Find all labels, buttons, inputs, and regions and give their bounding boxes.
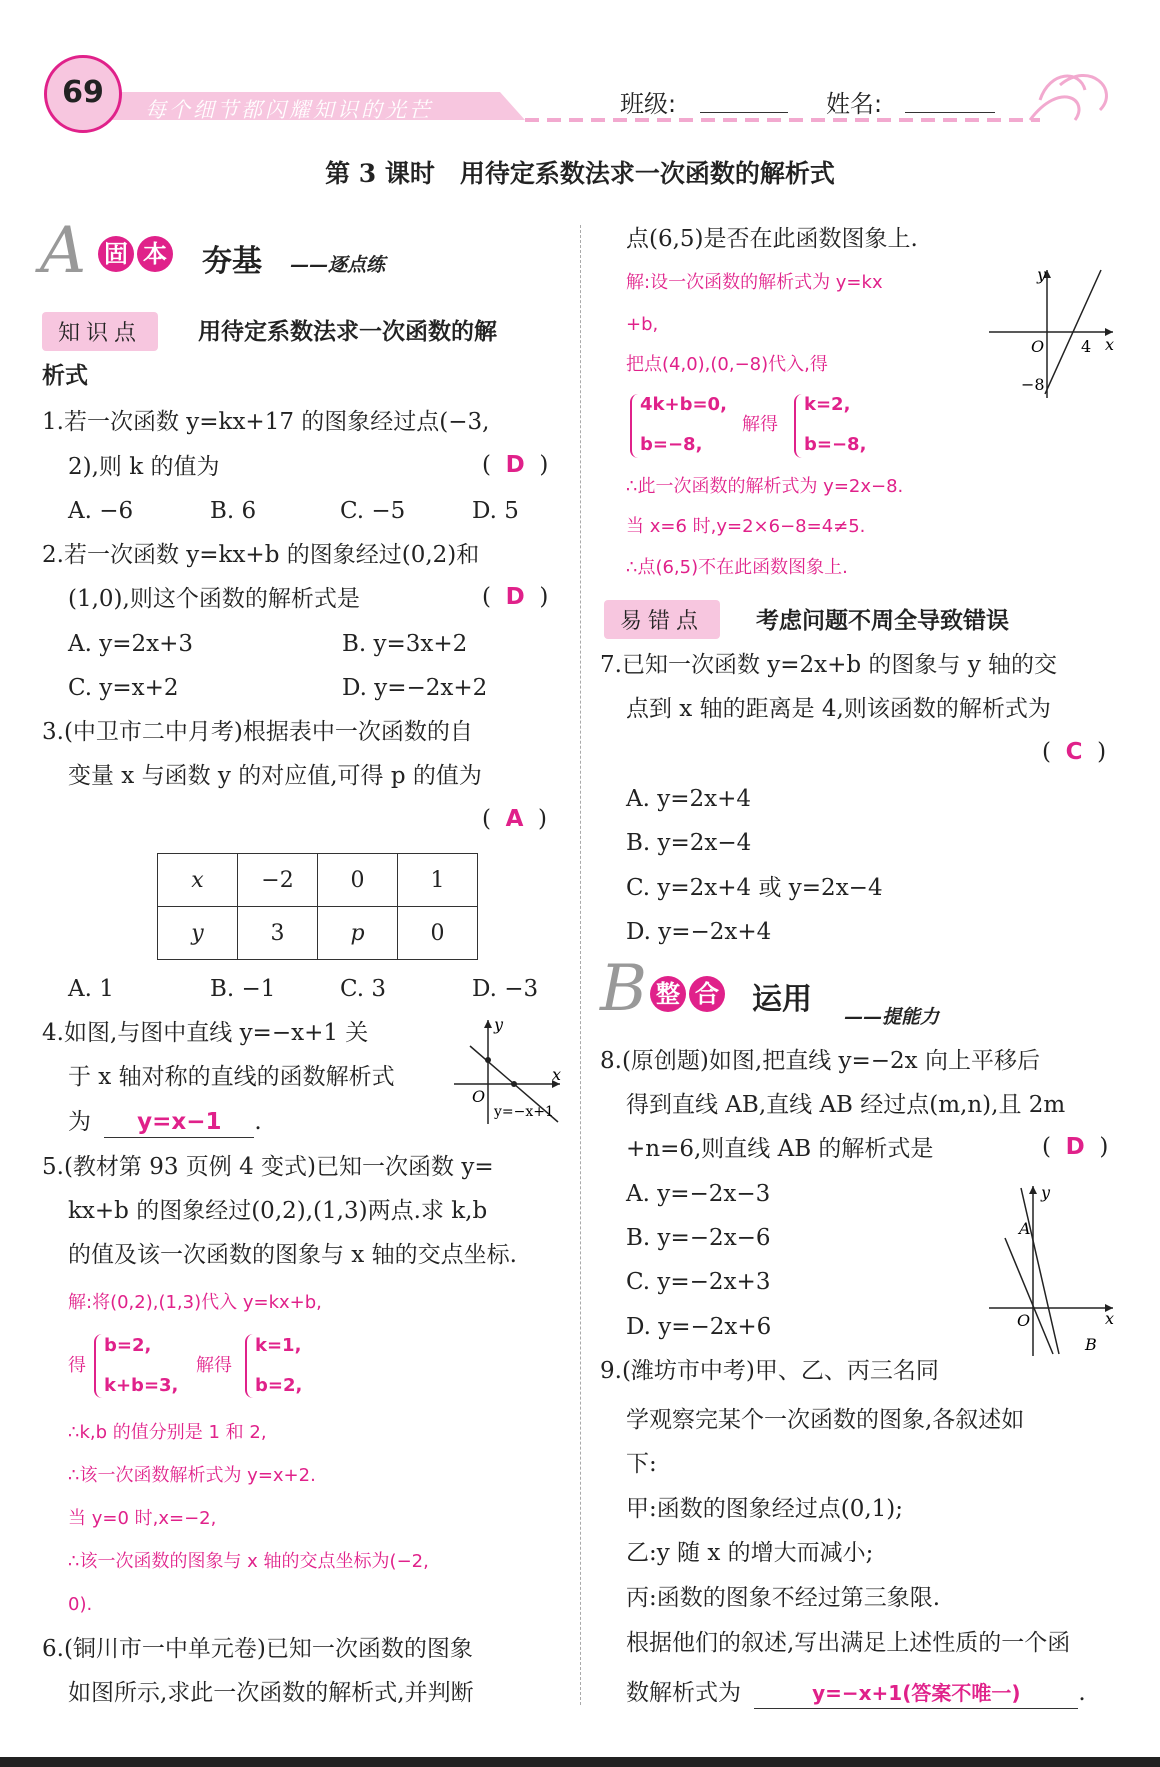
q8-line3: +n=6,则直线 AB 的解析式是	[626, 1136, 934, 1162]
q9-answer: y=−x+1(答案不唯一)	[812, 1681, 1021, 1705]
q6-sol-jd: 解得	[742, 414, 778, 435]
q3-option-a: A. 1	[68, 976, 114, 1002]
q1-answer-bracket: ( D )	[482, 452, 549, 478]
q1-option-a: A. −6	[68, 498, 134, 524]
q7-option-b: B. y=2x−4	[626, 830, 752, 856]
q7-answer-bracket: ( C )	[1042, 739, 1107, 765]
name-label: 姓名:	[826, 90, 883, 118]
q4-line1: 4.如图,与图中直线 y=−x+1 关	[42, 1020, 369, 1046]
table-row	[158, 907, 478, 960]
section-b-subtitle: ——提能力	[844, 1006, 940, 1028]
q9-line7: 根据他们的叙述,写出满足上述性质的一个函	[626, 1630, 1071, 1656]
q5-brace-2	[245, 1334, 255, 1398]
section-b-char1: 整	[650, 976, 686, 1012]
q6-fig-four: 4	[1081, 337, 1092, 356]
q9-line2: 学观察完某个一次函数的图象,各叙述如	[626, 1407, 1025, 1433]
q6-sol-3: 把点(4,0),(0,−8)代入,得	[626, 354, 828, 375]
q2-line1: 2.若一次函数 y=kx+b 的图象经过(0,2)和	[42, 542, 480, 568]
q9-line5: 乙:y 随 x 的增大而减小;	[626, 1540, 874, 1566]
knowledge-point-tag: 知识点	[42, 312, 158, 351]
q6-res-2: b=−8,	[804, 434, 867, 455]
q2-option-c: C. y=x+2	[68, 675, 179, 701]
q4-answer-blank	[104, 1107, 254, 1138]
q1-line2: 2),则 k 的值为	[68, 454, 220, 480]
q5-sol-1: 解:将(0,2),(1,3)代入 y=kx+b,	[68, 1292, 322, 1313]
q8-fig-origin: O	[1017, 1311, 1031, 1330]
q4-figure	[448, 1012, 568, 1130]
q6-brace-1	[630, 394, 640, 458]
q9-line6: 丙:函数的图象不经过第三象限.	[626, 1585, 941, 1611]
page-number-badge	[44, 55, 122, 133]
q7-option-d: D. y=−2x+4	[626, 919, 772, 945]
q8-option-b: B. y=−2x−6	[626, 1225, 771, 1251]
q8-answer-bracket: ( D )	[1042, 1134, 1109, 1160]
q9-answer-blank	[754, 1678, 1078, 1709]
table-row	[158, 854, 478, 907]
q9-line3: 下:	[626, 1451, 657, 1477]
q5-line2: kx+b 的图象经过(0,2),(1,3)两点.求 k,b	[68, 1198, 488, 1224]
q8-option-d: D. y=−2x+6	[626, 1314, 772, 1340]
header-decoration	[0, 40, 1160, 140]
q8-option-a: A. y=−2x−3	[626, 1181, 771, 1207]
q5-sol-2: ∴k,b 的值分别是 1 和 2,	[68, 1422, 267, 1443]
q8-fig-x: x	[1105, 1309, 1115, 1328]
lesson-title: 第 3 课时 用待定系数法求一次函数的解析式	[325, 159, 835, 188]
q5-sol-6: 0).	[68, 1594, 93, 1615]
q4-answer: y=x−1	[137, 1109, 222, 1135]
q1-option-d: D. 5	[472, 498, 519, 524]
table-cell: 1	[398, 854, 478, 907]
q7-line1: 7.已知一次函数 y=2x+b 的图象与 y 轴的交	[600, 652, 1058, 678]
q8-fig-b: B	[1085, 1335, 1097, 1354]
q4-end: .	[254, 1109, 262, 1135]
q1-answer: D	[505, 452, 525, 478]
knowledge-point-title-cont: 析式	[42, 363, 88, 389]
table-cell: y	[158, 907, 238, 960]
q7-line2: 点到 x 轴的距离是 4,则该函数的解析式为	[626, 696, 1051, 722]
knowledge-point-title: 用待定系数法求一次函数的解	[198, 319, 497, 345]
q6-sol-2: +b,	[626, 314, 659, 335]
q5-sol-5: ∴该一次函数的图象与 x 轴的交点坐标为(−2,	[68, 1551, 429, 1572]
section-b-heading	[600, 952, 980, 1030]
q2-answer-bracket: ( D )	[482, 584, 549, 610]
q3-answer-bracket: ( A )	[482, 806, 548, 832]
q8-answer: D	[1065, 1134, 1085, 1160]
q3-line1: 3.(中卫市二中月考)根据表中一次函数的自	[42, 719, 473, 745]
q6-figure	[985, 262, 1120, 402]
q5-sol-3: ∴该一次函数解析式为 y=x+2.	[68, 1465, 316, 1486]
q5-sol-jd: 解得	[196, 1355, 232, 1376]
q4-fig-label: y=−x+1	[494, 1104, 554, 1120]
q9-line4: 甲:函数的图象经过点(0,1);	[626, 1496, 904, 1522]
column-divider	[580, 225, 581, 1705]
q1-option-c: C. −5	[340, 498, 406, 524]
q8-fig-y: y	[1041, 1183, 1051, 1202]
q4-fig-x: x	[552, 1065, 562, 1084]
q6-sol-1: 解:设一次函数的解析式为 y=kx	[626, 272, 883, 293]
q2-answer: D	[505, 584, 525, 610]
q6-fig-x: x	[1105, 335, 1115, 354]
error-point-tag: 易错点	[604, 600, 720, 639]
q6-eq-1: 4k+b=0,	[640, 394, 727, 415]
q5-eq-2: k+b=3,	[104, 1375, 179, 1396]
q3-option-c: C. 3	[340, 976, 387, 1002]
section-a-subtitle: ——逐点练	[290, 254, 386, 276]
q8-figure	[985, 1180, 1120, 1360]
q6-line1: 6.(铜川市一中单元卷)已知一次函数的图象	[42, 1636, 473, 1662]
q8-option-c: C. y=−2x+3	[626, 1269, 771, 1295]
table-cell: x	[158, 854, 238, 907]
q6-res-1: k=2,	[804, 394, 851, 415]
q2-line2: (1,0),则这个函数的解析式是	[68, 586, 360, 612]
q7-answer: C	[1065, 739, 1083, 765]
q3-option-b: B. −1	[210, 976, 276, 1002]
q7-option-a: A. y=2x+4	[626, 786, 752, 812]
q6-line2: 如图所示,求此一次函数的解析式,并判断	[68, 1680, 474, 1706]
table-cell: −2	[238, 854, 318, 907]
q6-fig-origin: O	[1031, 337, 1045, 356]
q4-line2: 于 x 轴对称的直线的函数解析式	[68, 1064, 395, 1090]
q9-end: .	[1078, 1680, 1086, 1706]
q3-answer: A	[505, 806, 524, 832]
q5-line3: 的值及该一次函数的图象与 x 轴的交点坐标.	[68, 1242, 517, 1268]
section-a-char1: 固	[98, 236, 134, 272]
table-cell: 0	[398, 907, 478, 960]
bottom-bar	[0, 1757, 1160, 1767]
table-cell: p	[318, 907, 398, 960]
q8-line1: 8.(原创题)如图,把直线 y=−2x 向上平移后	[600, 1048, 1040, 1074]
q5-eq-1: b=2,	[104, 1335, 152, 1356]
q2-option-b: B. y=3x+2	[342, 631, 468, 657]
q5-sol-de: 得	[68, 1355, 86, 1376]
q1-option-b: B. 6	[210, 498, 257, 524]
table-cell: 3	[238, 907, 318, 960]
q8-fig-a: A	[1019, 1219, 1031, 1238]
q6-eq-2: b=−8,	[640, 434, 703, 455]
header-motto: 每个细节都闪耀知识的光芒	[145, 98, 433, 122]
error-point-title: 考虑问题不周全导致错误	[756, 608, 1009, 634]
table-cell: 0	[318, 854, 398, 907]
page-header	[0, 40, 1160, 140]
q6-sol-6: ∴点(6,5)不在此函数图象上.	[626, 557, 848, 578]
q6-fig-neg8: −8	[1021, 375, 1045, 394]
q6-sol-4: ∴此一次函数的解析式为 y=2x−8.	[626, 476, 904, 497]
q8-line2: 得到直线 AB,直线 AB 经过点(m,n),且 2m	[626, 1092, 1066, 1118]
section-a-letter: A	[40, 214, 87, 288]
q4-line3	[68, 1107, 262, 1138]
q5-brace-1	[94, 1334, 104, 1398]
q9-line8	[626, 1678, 1086, 1709]
q9-line1: 9.(潍坊市中考)甲、乙、丙三名同	[600, 1358, 939, 1384]
section-a-heading	[40, 214, 420, 292]
q1-line1: 1.若一次函数 y=kx+17 的图象经过点(−3,	[42, 409, 490, 435]
section-a-char2: 本	[137, 236, 173, 272]
q5-sol-4: 当 y=0 时,x=−2,	[68, 1508, 217, 1529]
class-blank	[700, 112, 788, 113]
q4-fig-origin: O	[472, 1087, 486, 1106]
q2-option-d: D. y=−2x+2	[342, 675, 488, 701]
section-b-title: 运用	[752, 982, 812, 1017]
q6-sol-5: 当 x=6 时,y=2×6−8=4≠5.	[626, 516, 866, 537]
class-label: 班级:	[620, 90, 677, 118]
q5-res-1: k=1,	[255, 1335, 302, 1356]
q2-option-a: A. y=2x+3	[68, 631, 194, 657]
q9-line8-text: 数解析式为	[626, 1680, 741, 1706]
q3-line2: 变量 x 与函数 y 的对应值,可得 p 的值为	[68, 763, 482, 789]
q6-fig-y: y	[1037, 265, 1047, 284]
section-b-char2: 合	[689, 976, 725, 1012]
q4-line3-text: 为	[68, 1109, 91, 1135]
q6-line3: 点(6,5)是否在此函数图象上.	[626, 226, 918, 252]
section-b-letter: B	[600, 952, 648, 1026]
q5-line1: 5.(教材第 93 页例 4 变式)已知一次函数 y=	[42, 1154, 494, 1180]
q7-option-c: C. y=2x+4 或 y=2x−4	[626, 875, 883, 901]
q6-brace-2	[794, 394, 804, 458]
q4-fig-y: y	[494, 1015, 504, 1034]
page-number: 69	[62, 75, 104, 110]
q5-res-2: b=2,	[255, 1375, 303, 1396]
q3-value-table	[157, 853, 478, 960]
section-a-title: 夯基	[202, 244, 262, 279]
q3-option-d: D. −3	[472, 976, 539, 1002]
name-blank	[905, 112, 995, 113]
